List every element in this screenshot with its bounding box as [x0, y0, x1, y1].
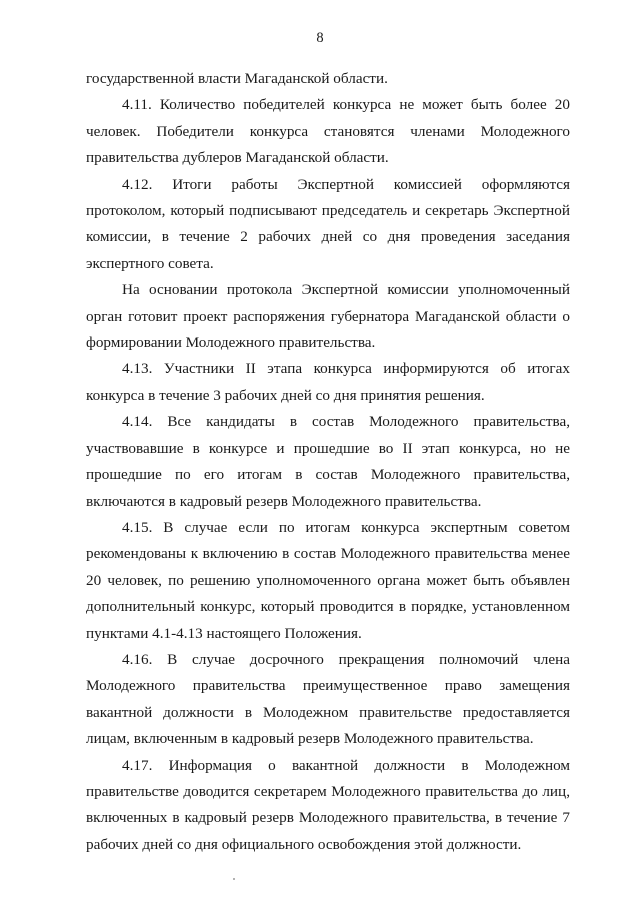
scan-artifact [233, 878, 235, 880]
paragraph-4-13: 4.13. Участники II этапа конкурса информируются об итогах конкурса в течение 3 рабочих дней со дня принятия решения. [86, 360, 570, 404]
paragraph-4-17: 4.17. Информация о вакантной должности в Молодежном правительстве доводится секретарем Молодежного правительства до лиц, включенных в кадровый резерв Молодежного правительства, в течение 7 рабочих дней со дня официального освобождения этой должности. [86, 756, 570, 853]
paragraph-4-12: 4.12. Итоги работы Экспертной комиссией оформляются протоколом, который подписывают председатель и секретарь Экспертной комиссии, в течение 2 рабочих дней со дня проведения заседания экспертного совета. [86, 175, 570, 272]
paragraph-4-14: 4.14. Все кандидаты в состав Молодежного правительства, участвовавшие в конкурсе и прошедшие во II этап конкурса, но не прошедшие по его итогам в состав Молодежного правительства, включаются в кадровый резерв Молодежного правительства. [86, 413, 570, 510]
paragraph-4-16: 4.16. В случае досрочного прекращения полномочий члена Молодежного правительства преимущественное право замещения вакантной должности в Молодежном правительстве предоставляется лицам, включенным в кадровый резерв Молодежного правительства. [86, 650, 570, 748]
document-body [86, 66, 570, 858]
paragraph-4-11: 4.11. Количество победителей конкурса не может быть более 20 человек. Победители конкурса становятся членами Молодежного правительства дублеров Магаданской области. [86, 96, 570, 167]
paragraph-protocol: На основании протокола Экспертной комиссии уполномоченный орган готовит проект распоряжения губернатора Магаданской области о формировании Молодежного правительства. [86, 281, 570, 352]
paragraph-continuation: государственной власти Магаданской области. [86, 70, 388, 87]
paragraph-4-15: 4.15. В случае если по итогам конкурса экспертным советом рекомендованы к включению в состав Молодежного правительства менее 20 человек, по решению уполномоченного органа может быть объявлен дополнительный конкурс, который проводится в порядке, установленном пунктами 4.1-4.13 настоящего Положения. [86, 518, 570, 642]
page-number: 8 [316, 30, 324, 46]
